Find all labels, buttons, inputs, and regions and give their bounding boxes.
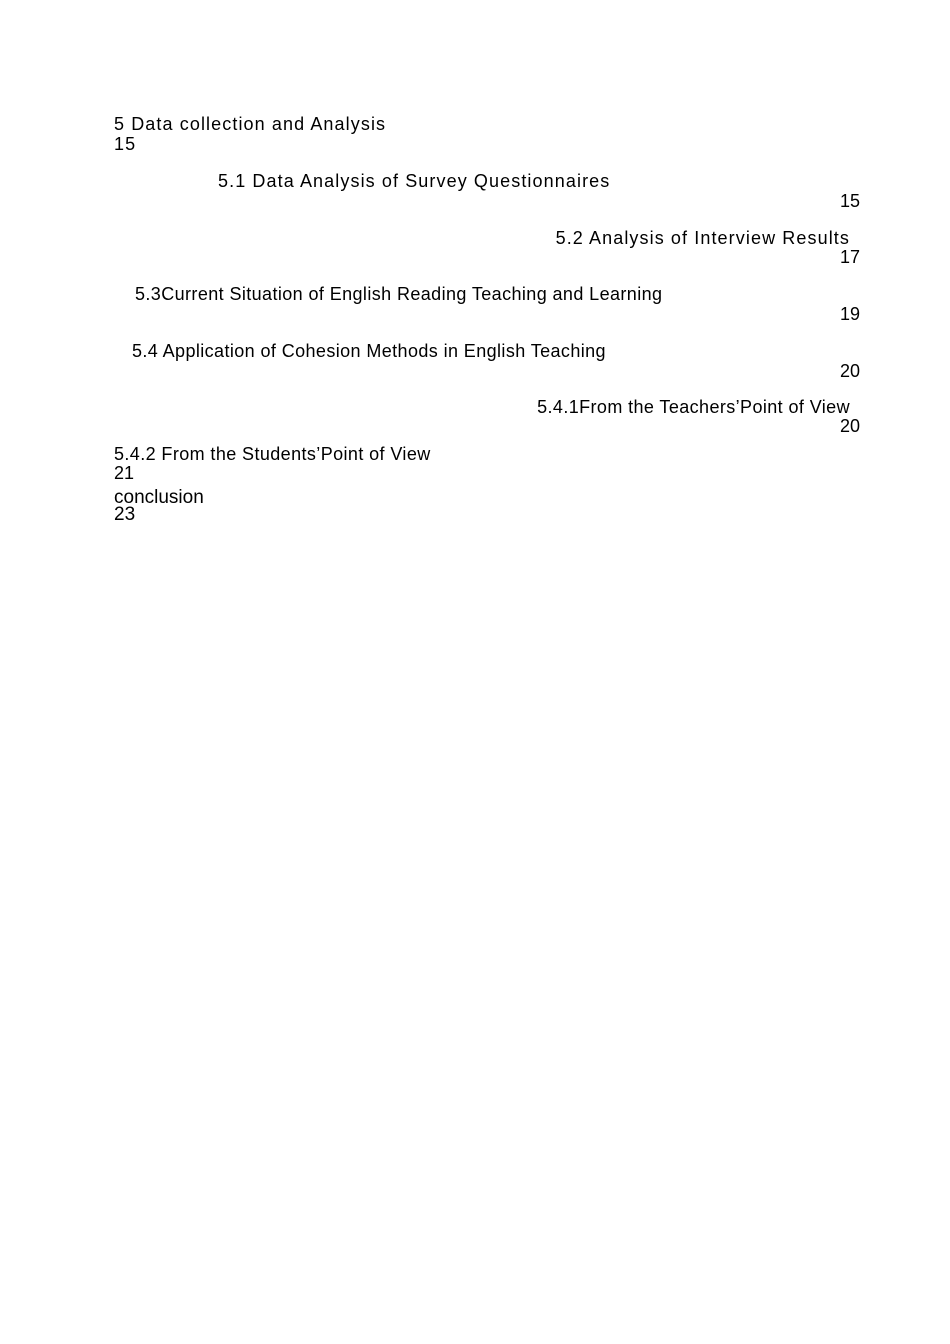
toc-entry-title[interactable]: 5.2 Analysis of Interview Results <box>555 228 850 248</box>
toc-entry-title[interactable]: conclusion <box>114 487 204 508</box>
toc-entry-title[interactable]: 5.4.1From the Teachers’Point of View <box>537 397 850 417</box>
toc-entry-page: 15 <box>114 134 137 154</box>
toc-entry-title[interactable]: 5 Data collection and Analysis <box>114 114 387 134</box>
toc-entry-page: 15 <box>839 191 860 211</box>
toc-entry-title[interactable]: 5.1 Data Analysis of Survey Questionnaires <box>218 171 611 191</box>
toc-entry-page: 20 <box>839 416 860 436</box>
toc-entry-title[interactable]: 5.4.2 From the Students’Point of View <box>114 444 431 464</box>
toc-entry-page: 17 <box>839 247 860 267</box>
toc-entry-title[interactable]: 5.3Current Situation of English Reading Teaching and Learning <box>135 284 663 304</box>
toc-entry-page: 20 <box>839 361 860 381</box>
toc-entry-title[interactable]: 5.4 Application of Cohesion Methods in English Teaching <box>132 341 606 361</box>
toc-entry-page: 21 <box>114 463 135 483</box>
toc-entry-page: 23 <box>114 504 136 525</box>
toc-entry-page: 19 <box>839 304 860 324</box>
